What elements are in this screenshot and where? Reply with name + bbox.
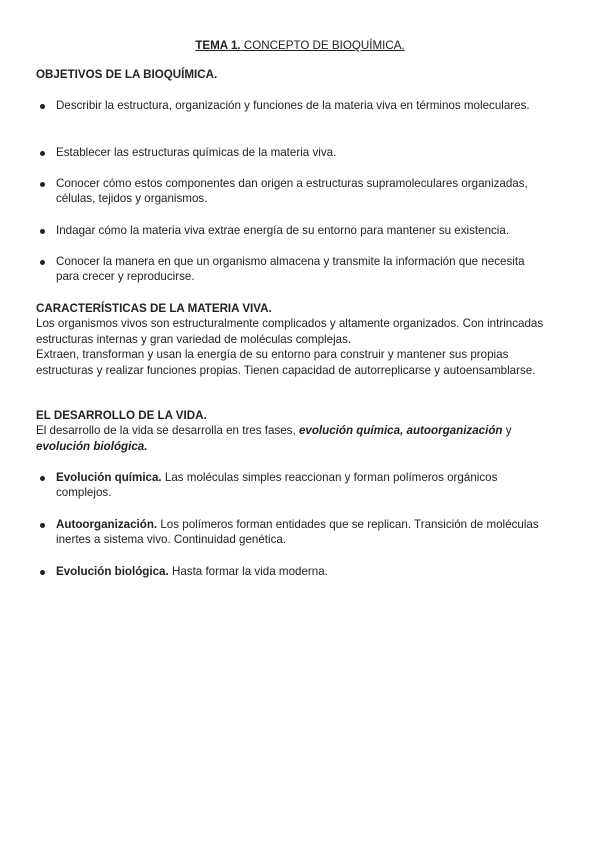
bullet-icon bbox=[40, 570, 45, 575]
bullet-icon bbox=[40, 476, 45, 481]
list-item bbox=[56, 145, 546, 160]
caracteristicas-paragraph-1: Los organismos vivos son estructuralmente complicados y altamente organizados. Con intrincadas estructuras internas y gran variedad de moléculas complejas. bbox=[36, 317, 544, 346]
caracteristicas-heading: CARACTERÍSTICAS DE LA MATERIA VIVA. bbox=[36, 302, 272, 315]
list-item-term: Evolución química. bbox=[56, 471, 162, 484]
desarrollo-intro-emphasis-1: evolución química, autoorganización bbox=[298, 424, 503, 438]
objetivos-heading: OBJETIVOS DE LA BIOQUÍMICA. bbox=[36, 68, 218, 81]
list-item bbox=[56, 98, 546, 113]
list-item-text: Los polímeros forman entidades que se replican. Transición de moléculas inertes a sistema vivo. Continuidad genética. bbox=[56, 518, 539, 547]
objetivos-heading-block bbox=[36, 67, 546, 82]
title-bold: TEMA 1. bbox=[195, 39, 241, 52]
desarrollo-section bbox=[36, 408, 546, 454]
desarrollo-intro bbox=[36, 423, 546, 454]
list-item-text: Conocer cómo estos componentes dan origen a estructuras supramoleculares organizadas, células, tejidos y organismos. bbox=[56, 177, 528, 206]
page-title bbox=[0, 38, 600, 53]
list-item-text: Establecer las estructuras químicas de la materia viva. bbox=[56, 146, 337, 159]
list-item bbox=[56, 470, 546, 501]
list-item-text: Las moléculas simples reaccionan y forman polímeros orgánicos complejos. bbox=[56, 471, 498, 500]
list-item bbox=[56, 176, 546, 207]
title-rest: CONCEPTO DE BIOQUÍMICA. bbox=[240, 39, 405, 52]
caracteristicas-paragraph-2: Extraen, transforman y usan la energía de su entorno para construir y mantener sus propias estructuras y realizar funciones propias. Tienen capacidad de autorreplicarse y autoensamblarse. bbox=[36, 348, 536, 377]
list-item-text: Hasta formar la vida moderna. bbox=[168, 565, 328, 578]
list-item-term: Evolución biológica. bbox=[56, 565, 169, 578]
caracteristicas-section bbox=[36, 301, 546, 378]
bullet-icon bbox=[40, 523, 45, 528]
list-item-text: Describir la estructura, organización y funciones de la materia viva en términos moleculares. bbox=[56, 99, 530, 112]
list-item-text: Indagar cómo la materia viva extrae energía de su entorno para mantener su existencia. bbox=[56, 224, 510, 237]
list-item bbox=[56, 517, 546, 548]
bullet-icon bbox=[40, 104, 45, 109]
bullet-icon bbox=[40, 260, 45, 265]
desarrollo-intro-mid: y bbox=[502, 424, 512, 438]
desarrollo-intro-emphasis-2: evolución biológica. bbox=[36, 439, 148, 453]
bullet-icon bbox=[40, 182, 45, 187]
list-item bbox=[56, 223, 546, 238]
desarrollo-intro-start: El desarrollo de la vida se desarrolla en tres fases, bbox=[36, 424, 299, 438]
list-item-term: Autoorganización. bbox=[56, 518, 158, 531]
bullet-icon bbox=[40, 229, 45, 234]
list-item bbox=[56, 564, 546, 579]
desarrollo-heading: EL DESARROLLO DE LA VIDA. bbox=[36, 409, 207, 422]
list-item bbox=[56, 254, 546, 285]
list-item-text: Conocer la manera en que un organismo almacena y transmite la información que necesita para crecer y reproducirse. bbox=[56, 255, 525, 284]
bullet-icon bbox=[40, 151, 45, 156]
